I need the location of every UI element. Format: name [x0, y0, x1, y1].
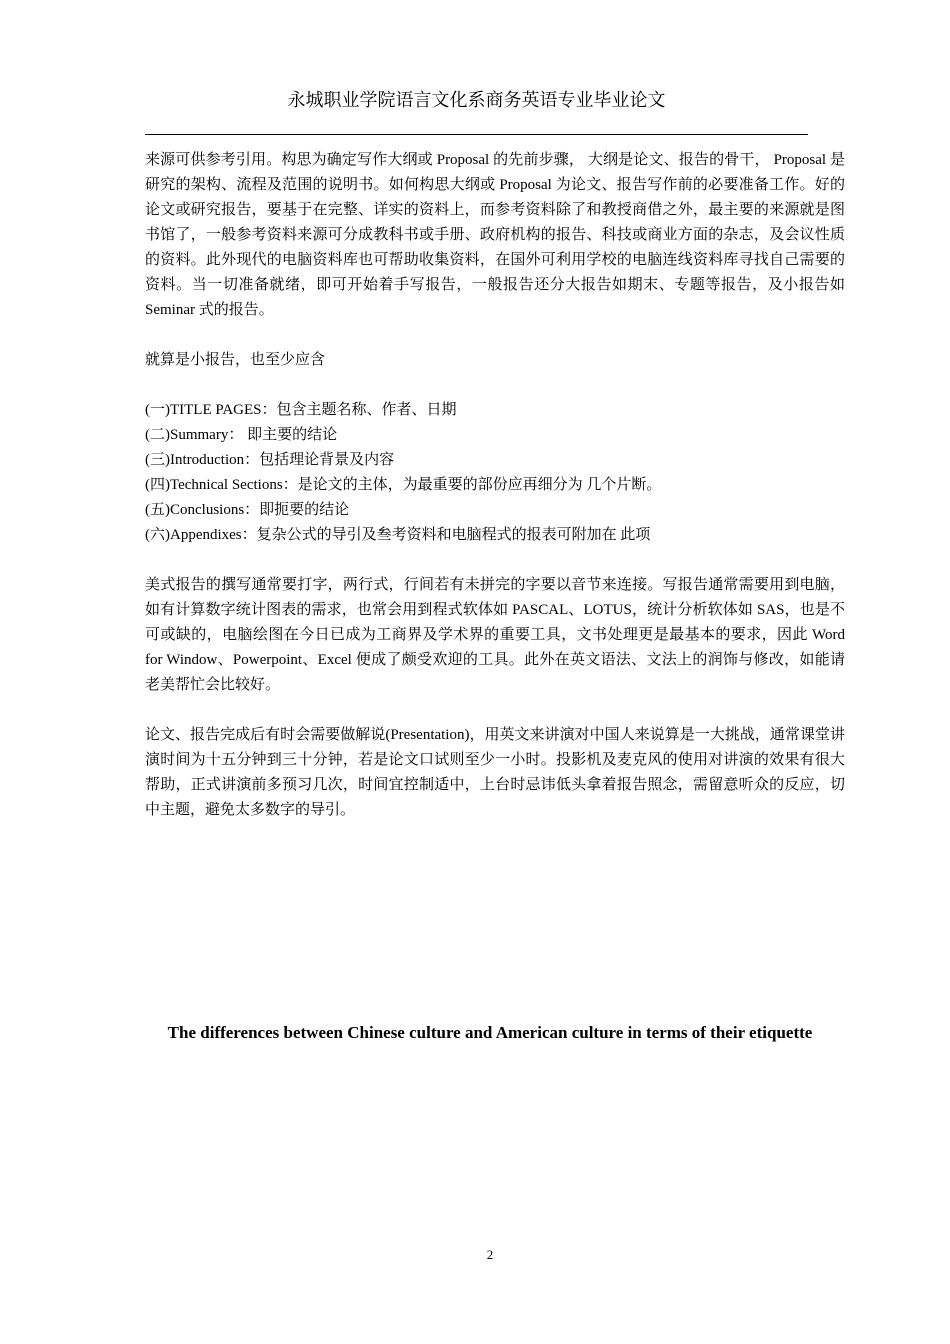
spacer [145, 698, 845, 723]
paragraph-sources: 来源可供参考引用。构思为确定写作大纲或 Proposal 的先前步骤， 大纲是论文、报告的骨干， Proposal 是研究的架构、流程及范围的说明书。如何构思大纲或 Proposal 为论文、报告写作前的必要准备工作。好的论文或研究报告，要基于在完整、详实的资料上，而参考资料除了和教授商借之外，最主要的来源就是图书馆了，一般参考资料来源可分成教科书或手册、政府机构的报告、科技或商业方面的杂志，及会议性质的资料。此外现代的电脑资料库也可帮助收集资料，在国外可利用学校的电脑连线资料库寻找自己需要的资料。当一切准备就绪，即可开始着手写报告，一般报告还分大报告如期末、专题等报告，及小报告如 Seminar 式的报告。 [145, 152, 845, 318]
paragraph-presentation: 论文、报告完成后有时会需要做解说(Presentation)，用英文来讲演对中国人来说算是一大挑战，通常课堂讲演时间为十五分钟到三十分钟，若是论文口试则至少一小时。投影机及麦克风的使用对讲演的效果有很大帮助，正式讲演前多预习几次，时间宜控制适中，上台时忌讳低头拿着报告照念，需留意听众的反应，切中主题，避免太多数字的导引。 [145, 727, 845, 818]
list-item: (五)Conclusions：即扼要的结论 [145, 502, 350, 518]
header-divider [145, 134, 808, 135]
list-item: (六)Appendixes：复杂公式的导引及叁考资料和电脑程式的报表可附加在 此项 [145, 527, 651, 543]
page-number: 2 [486, 1247, 494, 1262]
paragraph-small-report: 就算是小报告，也至少应含 [145, 352, 326, 368]
list-item: (二)Summary： 即主要的结论 [145, 427, 338, 443]
spacer [145, 373, 845, 398]
report-sections-list [145, 398, 845, 548]
list-item: (三)Introduction：包括理论背景及内容 [145, 452, 395, 468]
page-header: 永城职业学院语言文化系商务英语专业毕业论文 [287, 90, 666, 110]
section-title: The differences between Chinese culture and American culture in terms of their etiquette [167, 1023, 813, 1042]
paragraph-typing: 美式报告的撰写通常要打字，两行式，行间若有未拼完的字要以音节来连接。写报告通常需要用到电脑，如有计算数字统计图表的需求，也常会用到程式软体如 PASCAL、LOTUS，统计分析软体如 SAS，也是不可或缺的，电脑绘图在今日已成为工商界及学术界的重要工具，文书处理更是最基本的要求，因此 Word for Window、Powerpoint、Excel 便成了颇受欢迎的工具。此外在英文语法、文法上的润饰与修改，如能请老美帮忙会比较好。 [145, 577, 845, 693]
spacer [145, 548, 845, 573]
list-item: (一)TITLE PAGES：包含主题名称、作者、日期 [145, 402, 457, 418]
list-item: (四)Technical Sections：是论文的主体，为最重要的部份应再细分为 几个片断。 [145, 477, 662, 493]
spacer [145, 323, 845, 348]
document-body [145, 148, 845, 823]
